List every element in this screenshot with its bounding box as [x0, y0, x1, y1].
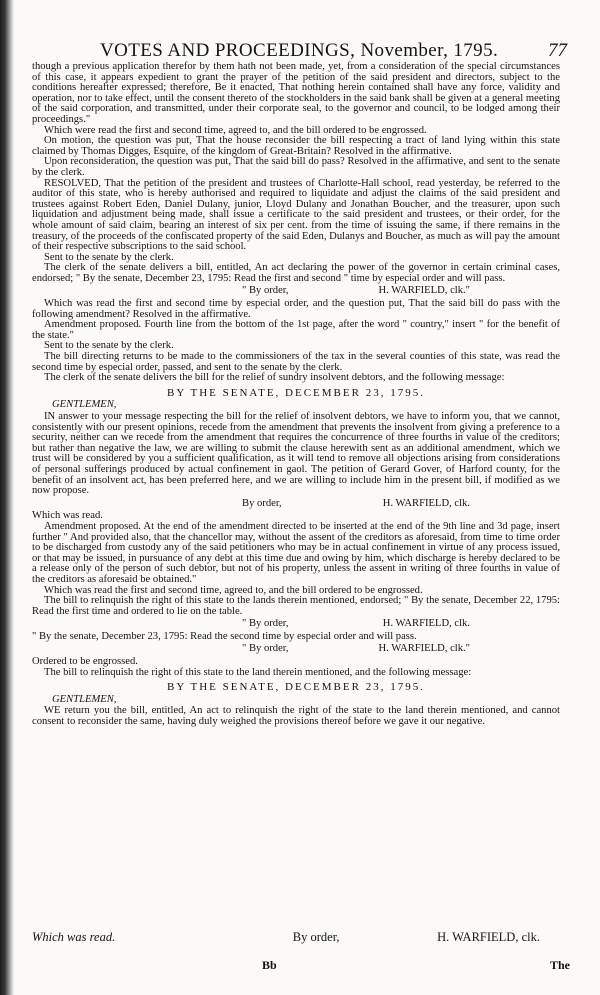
clerk-name: H. WARFIELD, clk.	[382, 618, 470, 630]
signature-line	[32, 286, 560, 297]
by-order: " By order,	[242, 643, 289, 655]
clerk-name: H. WARFIELD, clk."	[378, 285, 470, 297]
paragraph: The clerk of the senate delivers a bill, entitled, An act declaring the power of the governor in certain criminal cases, endorsed; " By the senate, December 23, 1795: Read the first and second " time by especial order and will pass.	[32, 262, 560, 284]
senate-heading: BY THE SENATE, DECEMBER 23, 1795.	[167, 386, 425, 399]
by-order: By order,	[242, 497, 282, 509]
signature-line	[32, 499, 560, 510]
clerk-name: H. WARFIELD, clk."	[378, 643, 470, 655]
paragraph: Which was read the first and second time by especial order, and the question put, That the said bill do pass with the following amendment? Resolved in the affirmative.	[32, 298, 560, 320]
paragraph: The bill to relinquish the right of this state to the land therein mentioned, and the following message:	[44, 666, 472, 678]
clerk-name: H. WARFIELD, clk.	[382, 497, 470, 509]
paragraph: Sent to the senate by the clerk.	[44, 340, 174, 352]
by-order: " By order,	[242, 618, 289, 630]
catchword: The	[550, 958, 571, 972]
paragraph: On motion, the question was put, That the house reconsider the bill respecting a tract of land lying within this state claimed by Thomas Digges, Esquire, of the kingdom of Great-Britain? Resolved in the affirmative.	[32, 135, 560, 157]
salutation: GENTLEMEN,	[52, 693, 117, 705]
paragraph: " By the senate, December 23, 1795: Read the second time by especial order and will pass.	[32, 630, 417, 642]
signature-line	[32, 644, 560, 655]
senate-heading: BY THE SENATE, DECEMBER 23, 1795.	[167, 681, 425, 694]
paragraph: Amendment proposed. Fourth line from the bottom of the 1st page, after the word " country," insert " for the benefit of the state."	[32, 319, 560, 341]
paragraph: Upon reconsideration, the question was put, That the said bill do pass? Resolved in the affirmative, and sent to the senate by the clerk.	[32, 156, 560, 178]
by-order: " By order,	[242, 285, 289, 297]
closing-note: Which was read.	[32, 930, 116, 944]
binding-gutter	[0, 0, 14, 995]
closing-signature-row	[32, 930, 560, 945]
paragraph: RESOLVED, That the petition of the president and trustees of Charlotte-Hall school, read yesterday, be referred to the auditor of this state, who is hereby authorised and required to liquidate and adjust the claims of the said president and trustees against Robert Eden, Daniel Dulany, junior, Lloyd Dulany and Jonathan Boucher, and the treasurer, upon such liquidation and adjustment being made, shall issue a certificate to the said president and trustees, or their order, for the whole amount of said claim, bearing an interest of six per cent. from the time of issuing the same, if there remains in the treasury, of the proceeds of the confiscated property of the said Eden, Dulanys and Boucher, as much as will pay the amount of their respective subscriptions to the said school.	[32, 177, 560, 253]
page-number: 77	[548, 40, 567, 61]
printer-signature-mark: Bb	[262, 958, 277, 972]
running-header: VOTES AND PROCEEDINGS, November, 1795.	[100, 40, 499, 61]
paragraph: though a previous application therefor by them hath not been made, yet, from a consideration of the special circumstances of this case, it appears expedient to grant the prayer of the petition of the said president and directors, subject to the conditions hereafter expressed; therefore, Be it enacted, That nothing herein contained shall have any force, validity and operation, nor to take effect, until the consent thereto of the stockholders in the said bank shall be given at a general meeting of the said corporation, and transmitted, under their corporate seal, to the governor and council, to be lodged among their proceedings."	[32, 61, 560, 125]
senate-message: WE return you the bill, entitled, An act to relinquish the right of the state to the land therein mentioned, and cannot consent to reconsider the same, having duly weighed the provisions thereof before we gave it our negative.	[32, 705, 560, 728]
clerk-name: H. WARFIELD, clk.	[437, 930, 540, 944]
paragraph: Which were read the first and second time, agreed to, and the bill ordered to be engrossed.	[44, 124, 427, 136]
document-body	[32, 62, 560, 728]
paragraph: Which was read.	[32, 510, 103, 522]
signature-line	[32, 619, 560, 630]
salutation: GENTLEMEN,	[52, 399, 117, 411]
paragraph: The bill directing returns to be made to the commissioners of the tax in the several counties of this state, was read the second time by especial order, passed, and sent to the senate by the clerk.	[32, 351, 560, 373]
paragraph: Amendment proposed. At the end of the amendment directed to be inserted at the end of the 9th line and 3d page, insert further " And provided also, that the chancellor may, without the assent of the creditors as aforesaid, from time to time order to be discharged from custody any of the said petitioners who may be in actual confinement in virtue of any process issued, or that may be issued, in pursuance of any debt at this time due and owing by him, which discharge is hereby declared to be a release only of the person of such debtor, but not of his property, unless the assent in writing of three fourths in value of the creditors as aforesaid be obtained."	[32, 520, 560, 585]
paragraph: Sent to the senate by the clerk.	[44, 251, 174, 263]
paragraph: Which was read the first and second time, agreed to, and the bill ordered to be engrossed.	[44, 584, 423, 596]
by-order: By order,	[292, 930, 340, 944]
paragraph: The clerk of the senate delivers the bill for the relief of sundry insolvent debtors, and the following message:	[44, 372, 505, 384]
paragraph: Ordered to be engrossed.	[32, 656, 138, 668]
paragraph: The bill to relinquish the right of this state to the lands therein mentioned, endorsed; " By the senate, December 22, 1795: Read the first time and ordered to lie on the table.	[32, 595, 560, 617]
senate-message: IN answer to your message respecting the bill for the relief of insolvent debtors, we have to inform you, that we cannot, consistently with our present opinions, recede from the amendment that prevents the insolvent from giving a preference to a security, neither can we recede from the amendment that requires the concurrence of three fourths in value of the creditors; but rather than negative the law, we are willing to submit the clause herewith sent as an additional amendment, which we trust will be considered by you a sufficient qualification, as it will tend to remove all objections arising from considerations of personal sufferings produced by actual confinement in gaol. The petition of Gerard Gover, of Harford county, for the benefit of an insolvent act, has been preferred here, and we are willing to include him in the present bill, if modified as we now propose.	[32, 411, 560, 497]
